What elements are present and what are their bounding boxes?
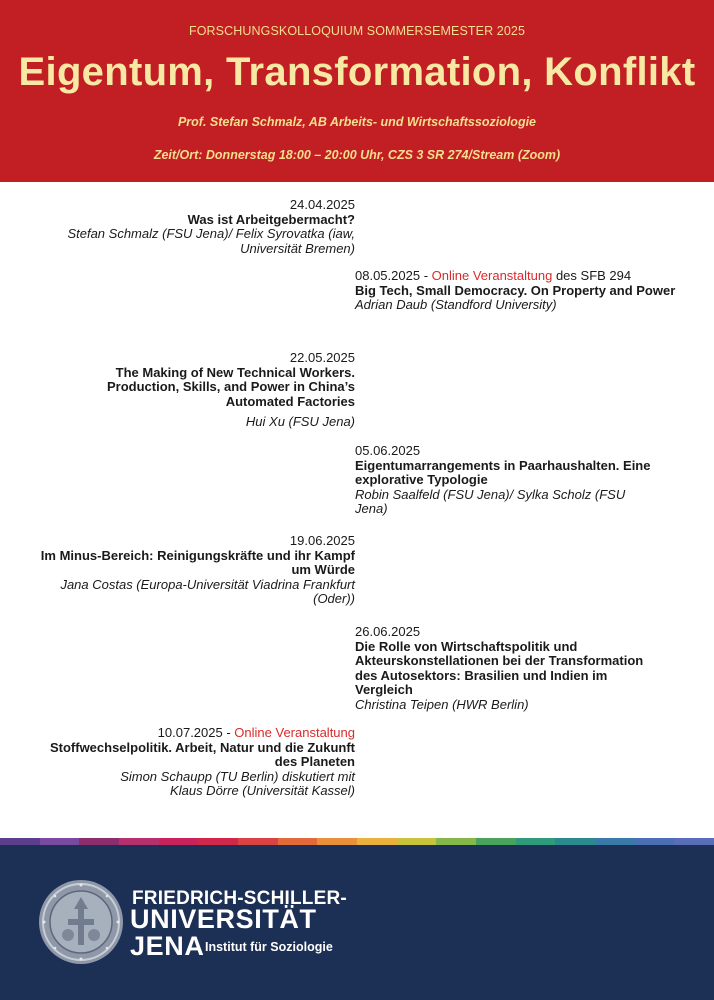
color-stripe-segment [119, 838, 159, 845]
event-date: 26.06.2025 [355, 624, 421, 639]
color-stripe-segment [397, 838, 437, 845]
event-date-suffix: des SFB 294 [552, 268, 632, 283]
event-date: 22.05.2025 [289, 350, 355, 365]
event-speakers: Christina Teipen (HWR Berlin) [355, 696, 529, 712]
footer-banner [0, 845, 714, 1000]
color-stripe-segment [0, 838, 40, 845]
event-date-line [35, 726, 355, 741]
event-title: Was ist Arbeitgebermacht? [187, 211, 355, 227]
color-stripe-segment [595, 838, 635, 845]
color-stripe-segment [198, 838, 238, 845]
event-speakers: Hui Xu (FSU Jena) [245, 414, 355, 429]
event-date: 19.06.2025 [289, 533, 355, 548]
color-stripe-segment [79, 838, 119, 845]
color-stripe-segment [278, 838, 318, 845]
header-banner [0, 0, 714, 182]
event-date: 05.06.2025 [355, 443, 421, 458]
professor-line: Prof. Stefan Schmalz, AB Arbeits- und Wirtschaftssoziologie [177, 115, 537, 129]
event-speakers: Jana Costas (Europa-Universität Viadrina Frankfurt (Oder)) [60, 576, 355, 606]
color-stripe-segment [635, 838, 675, 845]
event-item [35, 351, 355, 430]
event-title: Im Minus-Bereich: Reinigungskräfte und ihr Kampf um Würde [40, 547, 355, 577]
institute-name: Institut für Soziologie [205, 940, 333, 954]
colloquium-kicker: FORSCHUNGSKOLLOQUIUM SOMMERSEMESTER 2025 [188, 24, 525, 38]
color-stripe-segment [238, 838, 278, 845]
event-date: 08.05.2025 [355, 268, 421, 283]
color-stripe-segment [40, 838, 80, 845]
event-date-line [355, 269, 680, 284]
event-item [35, 198, 355, 256]
event-title: Eigentumarrangements in Paarhaushalten. Eine explorative Typologie [355, 457, 651, 487]
event-title: Big Tech, Small Democracy. On Property and Power [355, 282, 676, 298]
university-seal-icon [38, 879, 124, 965]
university-name-line2: UNIVERSITÄT [130, 904, 317, 934]
color-stripe-segment [674, 838, 714, 845]
color-stripe-segment [516, 838, 556, 845]
event-item [355, 625, 660, 712]
event-speakers: Adrian Daub (Standford University) [355, 297, 557, 312]
time-place-line: Zeit/Ort: Donnerstag 18:00 – 20:00 Uhr, CZS 3 SR 274/Stream (Zoom) [153, 148, 561, 162]
event-title: The Making of New Technical Workers. Production, Skills, and Power in China’s Automated Factories [106, 364, 355, 409]
color-stripe-segment [555, 838, 595, 845]
color-stripe-bar [0, 838, 714, 845]
color-stripe-segment [159, 838, 199, 845]
event-date: 24.04.2025 [289, 197, 355, 212]
color-stripe-segment [476, 838, 516, 845]
event-speakers: Robin Saalfeld (FSU Jena)/ Sylka Scholz (FSU Jena) [355, 486, 626, 516]
event-item [35, 726, 355, 799]
online-label: Online Veranstaltung [234, 725, 355, 740]
event-date-separator: - [222, 725, 235, 740]
university-name-line3: JENA [130, 931, 205, 961]
event-item [355, 269, 680, 313]
poster-title: Eigentum, Transformation, Konflikt [18, 50, 696, 94]
event-item [35, 534, 355, 607]
event-title: Stoffwechselpolitik. Arbeit, Natur und die Zukunft des Planeten [49, 739, 355, 769]
event-title: Die Rolle von Wirtschaftspolitik und Akteurskonstellationen bei der Transformation des Autosektors: Brasilien und Indien im Vergleich [355, 638, 644, 697]
event-item [355, 444, 680, 517]
event-date-separator: - [420, 268, 432, 283]
event-speakers: Simon Schaupp (TU Berlin) diskutiert mit Klaus Dörre (Universität Kassel) [120, 768, 355, 798]
event-speakers: Stefan Schmalz (FSU Jena)/ Felix Syrovatka (iaw, Universität Bremen) [67, 226, 355, 256]
color-stripe-segment [357, 838, 397, 845]
online-label: Online Veranstaltung [431, 268, 553, 283]
color-stripe-segment [436, 838, 476, 845]
event-date: 10.07.2025 [157, 725, 223, 740]
university-name-line1: FRIEDRICH-SCHILLER- [132, 888, 347, 909]
color-stripe-segment [317, 838, 357, 845]
